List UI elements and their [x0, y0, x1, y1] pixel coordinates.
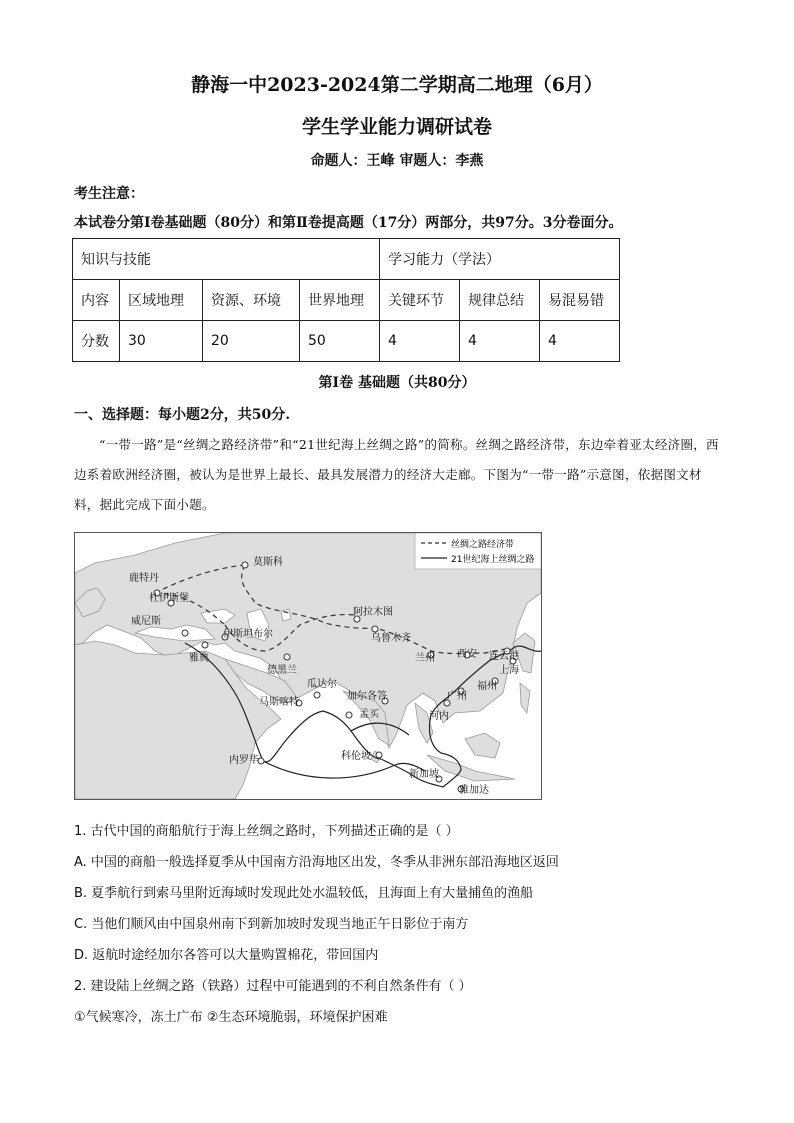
- option-2-items: ①气候寒冷，冻土广布 ②生态环境脆弱，环境保护困难: [74, 1010, 388, 1025]
- exam-title: 静海一中2023-2024第二学期高二地理（6月）: [191, 74, 603, 96]
- notice-text: 本试卷分第Ⅰ卷基础题（80分）和第Ⅱ卷提高题（17分）两部分，共97分。3分卷面分。: [74, 215, 623, 231]
- question-2: 2. 建设陆上丝绸之路（铁路）过程中可能遇到的不利自然条件有（ ）: [74, 979, 472, 994]
- table-cell: 20: [203, 321, 300, 362]
- city-label: 上海: [499, 665, 519, 676]
- city-label: 广州: [447, 691, 467, 702]
- city-label: 新加坡: [409, 769, 439, 780]
- city-label: 乌鲁木齐: [371, 633, 411, 644]
- city-label: 伊斯坦布尔: [223, 629, 273, 640]
- table-cell: 4: [380, 321, 460, 362]
- table-cell: 世界地理: [300, 280, 380, 321]
- table-cell: 30: [120, 321, 203, 362]
- city-label: 兰州: [415, 653, 435, 664]
- city-dot-tehran: [284, 654, 290, 660]
- notice-label: 考生注意：: [74, 186, 144, 202]
- table-cell: 区域地理: [120, 280, 203, 321]
- city-label: 加尔各答: [347, 691, 387, 702]
- city-dot-colombo: [376, 752, 382, 758]
- option-1c: C. 当他们顺风由中国泉州南下到新加坡时发现当地正午日影位于南方: [74, 917, 469, 932]
- option-1d: D. 返航时途经加尔各答可以大量购置棉花，带回国内: [74, 948, 379, 963]
- question-1: 1. 古代中国的商船航行于海上丝绸之路时，下列描述正确的是（ ）: [74, 824, 459, 839]
- city-label: 西安: [457, 649, 477, 660]
- table-cell: 关键环节: [380, 280, 460, 321]
- intro-paragraph: “一带一路”是“丝绸之路经济带”和“21世纪海上丝绸之路”的简称。丝绸之路经济带，东边牵着亚太经济圈，西边系着欧洲经济圈，被认为是世界上最长、最具发展潜力的经济大走廊。下图为“一带一路”示意图，依据图文材料，据此完成下面小题。: [74, 437, 719, 512]
- map-legend: [415, 533, 541, 569]
- legend-maritime: 21世纪海上丝绸之路: [451, 555, 535, 565]
- city-dot-moscow: [242, 562, 248, 568]
- option-1a: A. 中国的商船一般选择夏季从中国南方沿海地区出发，冬季从非洲东部沿海地区返回: [74, 855, 559, 870]
- legend-belt: 丝绸之路经济带: [451, 540, 515, 550]
- city-dot-athens: [202, 642, 208, 648]
- score-table: [72, 238, 620, 362]
- city-label: 孟买: [359, 709, 379, 720]
- map-svg: [75, 533, 541, 799]
- table-cell: 分数: [73, 321, 120, 362]
- table-cell: 易混易错: [540, 280, 620, 321]
- table-cell: 资源、环境: [203, 280, 300, 321]
- group-learning: 学习能力（学法）: [380, 239, 620, 280]
- city-dot-mumbai: [346, 712, 352, 718]
- city-label: 杜伊斯堡: [149, 593, 189, 604]
- score-table-score-row: [73, 321, 620, 362]
- question-heading: 一、选择题：每小题2分，共50分.: [74, 407, 291, 423]
- city-label: 雅加达: [459, 785, 489, 796]
- city-label: 连云港: [489, 651, 519, 662]
- city-label: 莫斯科: [253, 557, 283, 568]
- city-label: 威尼斯: [131, 616, 161, 627]
- exam-subtitle: 学生学业能力调研试卷: [301, 116, 492, 138]
- city-label: 马斯喀特: [259, 697, 299, 708]
- table-cell: 4: [540, 321, 620, 362]
- city-label: 德黑兰: [267, 665, 297, 676]
- city-label: 雅典: [189, 653, 209, 664]
- city-label: 科伦坡: [341, 751, 371, 762]
- table-cell: 内容: [73, 280, 120, 321]
- table-cell: 4: [460, 321, 540, 362]
- city-label: 阿拉木图: [353, 607, 393, 618]
- option-1b: B. 夏季航行到索马里附近海域时发现此处水温较低，且海面上有大量捕鱼的渔船: [74, 886, 534, 901]
- city-label: 内罗毕: [229, 755, 259, 766]
- city-label: 鹿特丹: [129, 573, 159, 584]
- city-dot-venice: [182, 630, 188, 636]
- section-title: 第Ⅰ卷 基础题（共80分）: [318, 375, 476, 391]
- score-table-group-row: [73, 239, 620, 280]
- city-label: 河内: [429, 711, 449, 722]
- score-table-content-row: [73, 280, 620, 321]
- city-label: 瓜达尔: [307, 679, 337, 690]
- table-cell: 规律总结: [460, 280, 540, 321]
- exam-authors: 命题人：王峰 审题人：李燕: [310, 153, 484, 169]
- city-dot-gwadar: [314, 692, 320, 698]
- group-knowledge: 知识与技能: [73, 239, 380, 280]
- city-label: 福州: [477, 681, 497, 692]
- table-cell: 50: [300, 321, 380, 362]
- city-dot-urumqi: [372, 626, 378, 632]
- belt-road-map: [74, 532, 542, 800]
